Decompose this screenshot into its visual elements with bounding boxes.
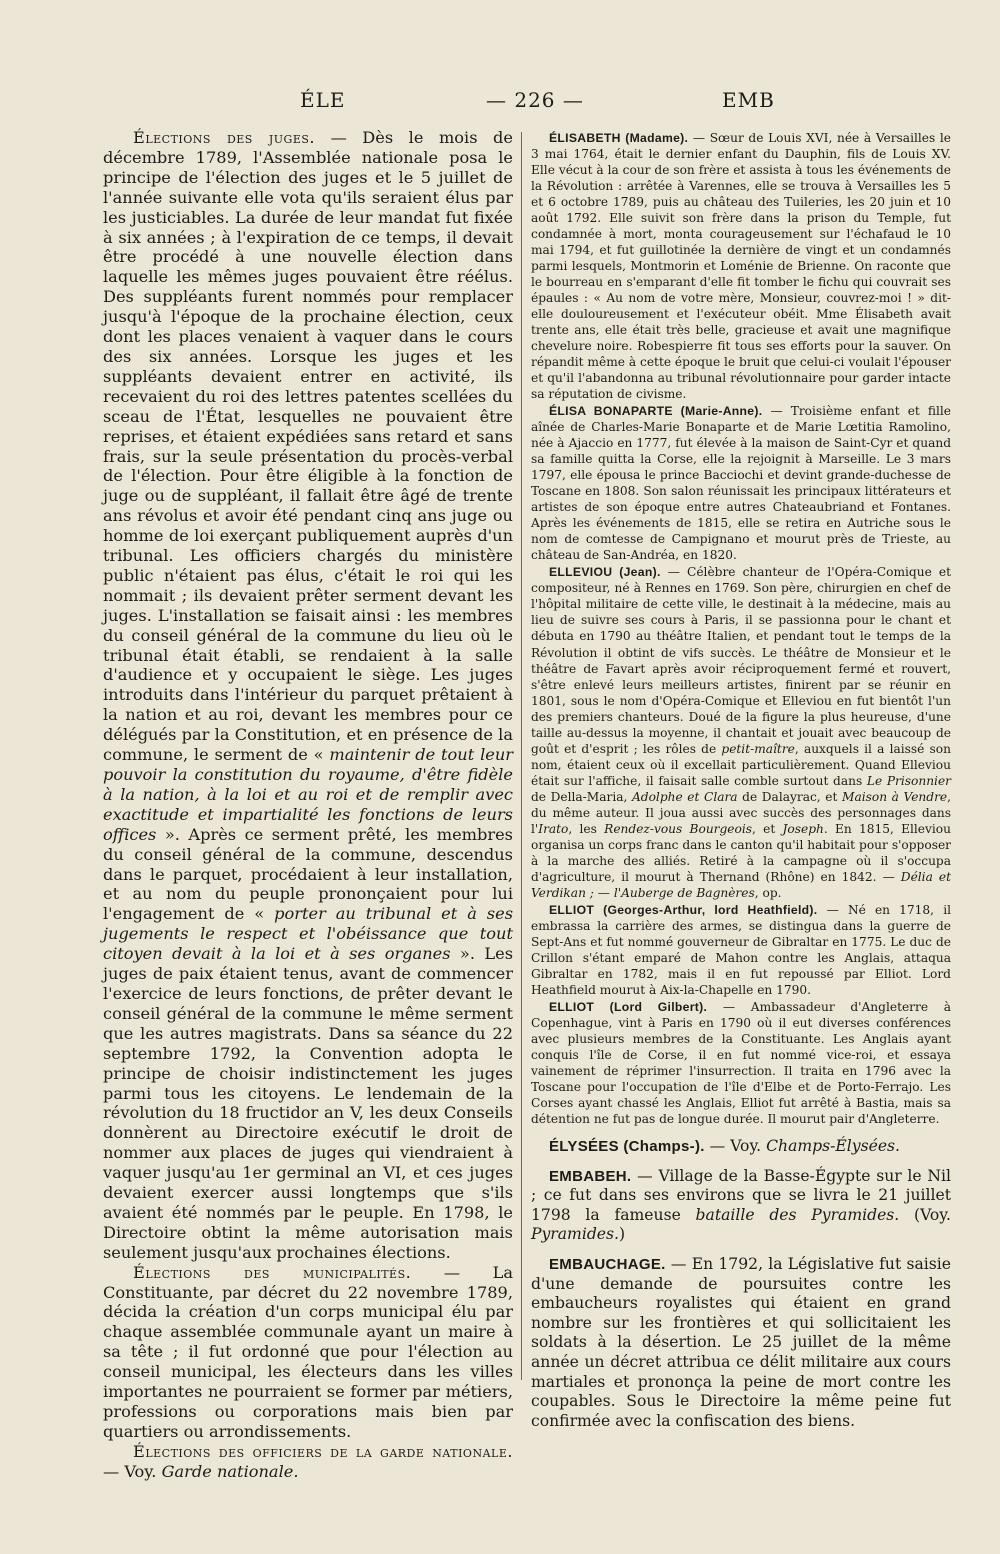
entry-elysees [531, 1137, 951, 1157]
work-title: Joseph [782, 821, 824, 836]
headword: EMBABEH. [549, 1167, 632, 1185]
work-title: Adolphe et Clara [631, 789, 738, 804]
cross-reference: Garde nationale. [161, 1461, 299, 1481]
paragraph-text: — Dès le mois de décembre 1789, l'Assemblée nationale posa le principe de l'élection des juges et le 5 juillet de l'année suivante elle vota qu'ils seraient élus par les justiciables. La durée de leur mandat fut fixée à six années ; à l'expiration de ce temps, il devait être procédé à une nouvelle élection dans laquelle les mêmes juges pouvaient être réélus. Des suppléants furent nommés pour remplacer jusqu'à l'époque de la prochaine élection, ceux dont les places venaient à vaquer dans le cours des six années. Lorsque les juges et les suppléants devaient entrer en activité, ils recevaient du roi des lettres patentes scellées du sceau de l'État, lesquelles ne pouvaient être reprises, et étaient expédiées sans retard et sans frais, sur la seule présentation du procès-verbal de l'élection. Pour être éligible à la fonction de juge ou de suppléant, il fallait être âgé de trente ans révolus et avoir été pendant cinq ans juge ou homme de loi exerçant publiquement auprès d'un tribunal. Les officiers chargés du ministère public n'étaient pas élus, c'était le roi qui les nommait ; ils devaient prêter serment devant les juges. L'installation se faisait ainsi : les membres du conseil général de la commune du lieu où le tribunal était établi, se rendaient à la salle d'audience et y occupaient le siège. Les juges introduits dans l'intérieur du parquet prêtaient à la nation et au roi, devant les membres pour ce délégués par la Constitution, et en présence de la commune, le serment de « [103, 128, 513, 765]
italic-term: petit-maître [721, 741, 795, 756]
section-heading: Élections des officiers de la garde nationale. [133, 1441, 513, 1461]
running-header [0, 88, 1000, 118]
entry-elections-garde-nationale [103, 1442, 513, 1482]
entry-elections-des-juges [103, 128, 513, 1263]
entry-elleviou [531, 564, 951, 900]
headword: ELLEVIOU (Jean). [549, 565, 661, 580]
header-left-guide-word: ÉLE [300, 88, 346, 112]
entry-elisabeth [531, 130, 951, 402]
work-title: Maison à Vendre [841, 789, 948, 804]
column-divider [521, 132, 522, 1380]
entry-text: . En 1815, Elleviou organisa un corps franc dans le canton qu'il habitait pour s'opposer à la marche des alliés. Retiré à la campagne où il s'occupa d'agriculture, il mourut à Thernand (Rhône) en 1842. — [531, 821, 951, 884]
entry-text: , et [752, 821, 783, 836]
header-right-guide-word: EMB [722, 88, 775, 112]
entry-text: — Sœur de Louis XVI, née à Versailles le 3 mai 1764, était le dernier enfant du Dauphin, fils de Louis XV. Elle vécut à la cour de son frère et assista à tous les événements de la Révolution : arrêtée à Varennes, elle se trouva à Versailles les 5 et 6 octobre 1789, puis au château des Tuileries, les 20 juin et 10 août 1792. Elle suivit son frère dans la prison du Temple, fut condamnée à mort, monta courageusement sur l'échafaud le 10 mai 1794, et fut guillotinée la dernière de vingt et un condamnés parmi lesquels, Montmorin et Loménie de Brienne. On raconte que le bourreau en s'emparant d'elle fit tomber le fichu qui couvrait ses épaules : « Au nom de votre mère, Monsieur, couvrez-moi ! » dit-elle douloureusement et l'exécuteur obéit. Mme Élisabeth avait trente ans, elle était très belle, gracieuse et avait une magnifique chevelure noire. Robespierre fit tous ses efforts pour la sauver. On répandit même à cette époque le bruit que celui-ci voulait l'épouser et qu'il l'abandonna au tribunal révolutionnaire pour garder intacte sa réputation de civisme. [531, 131, 951, 402]
headword: ÉLISA BONAPARTE (Marie-Anne). [549, 404, 763, 419]
entry-elisa-bonaparte [531, 403, 951, 563]
entry-text: de Della-Maria, [531, 789, 632, 804]
entry-text: , op. [754, 885, 782, 900]
cross-reference: Champs-Élysées. [766, 1136, 901, 1155]
section-heading: Élections des juges. [133, 128, 316, 147]
work-title: Le Prisonnier [866, 773, 951, 788]
section-heading: Élections des municipalités. [133, 1262, 412, 1282]
entry-elliot-heathfield [531, 902, 951, 998]
headword: EMBAUCHAGE. [549, 1255, 666, 1273]
work-title: Rendez-vous Bourgeois [604, 821, 752, 836]
entry-text: — Voy. [704, 1136, 767, 1155]
entry-text: , les [568, 821, 605, 836]
entry-text: (Voy. [899, 1205, 951, 1224]
paragraph-text: — Voy. [103, 1461, 162, 1481]
quoted-engagement: porter au tribunal et à ses jugements le respect et l'obéissance que tout citoyen devait à la loi et à ses organes [103, 904, 513, 964]
italic-term: bataille des Pyramides. [695, 1205, 900, 1224]
entry-embauchage [531, 1255, 951, 1431]
entry-embabeh [531, 1167, 951, 1245]
entry-text: — Troisième enfant et fille aînée de Charles-Marie Bonaparte et de Marie Lœtitia Ramolino, née à Ajaccio en 1777, fut élevée à la maison de Saint-Cyr et quand sa famille quitta la Corse, elle la rejoignit à Marseille. Le 3 mars 1797, elle épousa le prince Bacciochi et devint grande-duchesse de Toscane en 1808. Son salon réunissait les principaux littérateurs et artistes de son époque entre autres Chateaubriand et Fontanes. Après les événements de 1815, elle se retira en Autriche sous le nom de comtesse de Campignano et mourut près de Trieste, au château de San-Andréa, en 1820. [531, 404, 952, 563]
work-title: Irato [538, 821, 569, 836]
left-column [103, 128, 513, 1482]
entry-text: — Ambassadeur d'Angleterre à Copenhague, vint à Paris en 1790 où il eut diverses conférences avec plusieurs membres de la Constituante. Les Anglais ayant conquis l'île de Corse, il en fut nommé vice-roi, et essaya vainement de réprimer l'insurrection. Il traita en 1796 avec la Toscane pour l'occupation de l'île d'Elbe et de Porto-Ferrajo. Les Corses ayant chassé les Anglais, Elliot fut arrêté à Bastia, mais sa détention ne fut pas de longue durée. Il mourut pair d'Angleterre. [531, 999, 952, 1126]
entry-text: de Dalayrac, et [737, 789, 842, 804]
paragraph-text: ». Après ce serment prêté, les membres du conseil général de la commune, descendus dans le parquet, procédaient à leur installation, et au nom du peuple prononçaient pour lui l'engagement de « [103, 824, 513, 924]
work-title: Délia et Verdikan ; — l'Auberge de Bagnères [531, 869, 951, 900]
right-column [531, 130, 951, 1432]
entry-text: , du même auteur. Il joua aussi avec succès des personnages dans l' [531, 789, 951, 836]
entry-text: — Né en 1718, il embrassa la carrière des armes, se distingua dans la guerre de Sept-Ans et fut nommé gouverneur de Gibraltar en 1775. Le duc de Crillon s'étant emparé de Mahon contre les Anglais, attaqua Gibraltar en 1782, mais il en fut repoussé par Elliot. Lord Heathfield mourut à Aix-la-Chapelle en 1790. [531, 902, 951, 997]
quoted-oath: maintenir de tout leur pouvoir la constitution du royaume, d'être fidèle à la nation, à la loi et au roi et de remplir avec exactitude et impartialité les fonctions de leurs offices [103, 745, 513, 844]
entry-elections-des-municipalites [103, 1263, 513, 1442]
entry-text: — Village de la Basse-Égypte sur le Nil ; ce fut dans ses environs que se livra le 21 juillet 1798 la fameuse [531, 1166, 951, 1224]
cross-reference: Pyramides. [531, 1225, 619, 1244]
entry-text: ) [619, 1225, 626, 1244]
headword: ELLIOT (Georges-Arthur, lord Heathfield). [549, 902, 818, 917]
paragraph-text: — La Constituante, par décret du 22 novembre 1789, décida la création d'un corps municipal élu par chaque assemblée communale ayant un maire à sa tête ; il fut ordonné que pour l'élection au conseil municipal, les électeurs dans les villes importantes ne pourraient se former par métiers, professions ou corporations mais bien par quartiers ou arrondissements. [103, 1262, 513, 1441]
page-number: — 226 — [486, 88, 584, 112]
entry-text: — Célèbre chanteur de l'Opéra-Comique et compositeur, né à Rennes en 1769. Son père, chirurgien en chef de l'hôpital militaire de cette ville, le destinait à la médecine, mais au lieu de suivre ses cours à Paris, il se passionna pour le chant et débuta en 1790 au théâtre Italien, et pendant tout le temps de la Révolution il obtint de vifs succès. Le théâtre de Monsieur et le théâtre de Favart après avoir réciproquement fermé et rouvert, s'être enlevé leurs meilleurs artistes, finirent par se réunir en 1801, sous le nom d'Opéra-Comique et Elleviou en fut bientôt l'un des premiers chanteurs. Doué de la figure la plus heureuse, d'une taille au-dessus la moyenne, il chantait et jouait avec beaucoup de goût et d'esprit ; les rôles de [531, 565, 951, 756]
paragraph-text: ». Les juges de paix étaient tenus, avant de commencer l'exercice de leurs fonctions, de prêter devant le conseil général de la commune le même serment que les autres magistrats. Dans sa séance du 22 septembre 1792, la Convention adopta le principe de choisir indistinctement les juges parmi tous les citoyens. Le lendemain de la révolution du 18 fructidor an V, les deux Conseils donnèrent au Directoire exécutif le droit de nommer aux places de juges qui viendraient à vaquer jusqu'au 1er germinal an VI, et ces juges devaient exercer aussi longtemps que s'ils avaient été nommés par le peuple. En 1798, le Directoire obtint la même autorisation mais seulement jusqu'aux prochaines élections. [103, 944, 514, 1262]
entry-text: , auxquels il a laissé son nom, étaient ceux où il excellait particulièrement. Quand Elleviou était sur l'affiche, il faisait salle comble surtout dans [531, 741, 951, 788]
headword: ÉLYSÉES (Champs-). [549, 1137, 705, 1155]
entry-elliot-gilbert [531, 999, 951, 1127]
headword: ÉLISABETH (Madame). [549, 131, 689, 145]
entry-text: — En 1792, la Législative fut saisie d'une demande de poursuites contre les embaucheurs royalistes qui étaient en grand nombre sur les frontières et qui sollicitaient les soldats à la désertion. Le 25 juillet de la même année un décret attribua ce délit militaire aux cours martiales et prononça la peine de mort contre les coupables. Sous le Directoire la même peine fut confirmée avec la confiscation des biens. [531, 1254, 951, 1430]
headword: ELLIOT (Lord Gilbert). [549, 999, 708, 1014]
